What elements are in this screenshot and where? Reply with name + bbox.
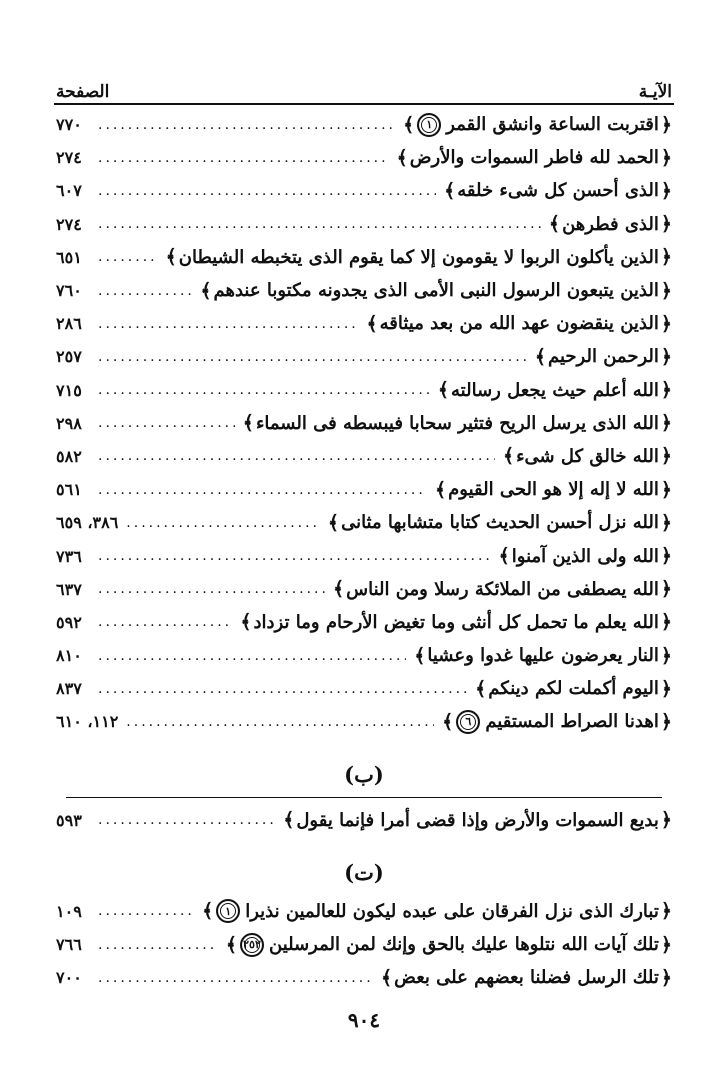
section-ta [56, 895, 672, 995]
verse-text: تلك الرسل فضلنا بعضهم على بعض [394, 967, 659, 989]
verse-text: الله خالق كل شىء [516, 445, 659, 467]
page-reference: ٦٥١ [56, 247, 82, 267]
ornate-bracket-close: ﴾ [437, 379, 450, 402]
ornate-bracket-open: ﴿ [660, 312, 672, 335]
page-reference: ٦٣٧ [56, 579, 82, 599]
ornate-bracket-open: ﴿ [660, 279, 672, 302]
index-entry [56, 307, 672, 340]
page-number: ٩٠٤ [347, 1008, 381, 1032]
verse-column-label: الآيـة [638, 82, 672, 102]
page-reference: ٥٨٢ [56, 446, 82, 466]
verse-text: الذين يتبعون الرسول النبى الأمى الذى يجدونه مكتوبا عندهم [213, 280, 659, 302]
ornate-bracket-close: ﴾ [333, 578, 345, 601]
ornate-bracket-open: ﴿ [660, 644, 672, 667]
dot-leader [98, 283, 192, 299]
ornate-bracket-open: ﴿ [660, 809, 672, 832]
dot-leader [98, 349, 527, 365]
dot-leader [98, 117, 395, 133]
verse-text: اقتربت الساعة وانشق القمر [446, 114, 659, 136]
verse-text: الذى أحسن كل شىء خلقه [457, 180, 659, 202]
index-entry [56, 440, 672, 473]
ornate-bracket-close: ﴾ [396, 146, 408, 169]
section-rule [66, 797, 662, 798]
index-entry [56, 672, 672, 705]
dot-leader [98, 681, 467, 697]
index-entry [56, 705, 672, 738]
dot-leader [126, 515, 320, 531]
index-entry [56, 895, 672, 928]
ornate-bracket-close: ﴾ [548, 213, 561, 236]
ornate-bracket-open: ﴿ [660, 545, 672, 568]
ornate-bracket-close: ﴾ [366, 312, 378, 335]
ornate-bracket-open: ﴿ [660, 445, 672, 468]
verse-text: تبارك الذى نزل الفرقان على عبده ليكون للعالمين نذيرا [245, 900, 659, 922]
ornate-bracket-open: ﴿ [660, 213, 672, 236]
dot-leader [98, 903, 194, 919]
ornate-bracket-close: ﴾ [202, 900, 214, 923]
ornate-bracket-close: ﴾ [165, 246, 177, 269]
dot-leader [98, 316, 358, 332]
page-reference: ٧٠٠ [56, 968, 82, 988]
ornate-bracket-open: ﴿ [660, 966, 672, 989]
dot-leader [98, 216, 541, 232]
dot-leader [98, 448, 495, 464]
ornate-bracket-close: ﴾ [240, 611, 252, 634]
ornate-bracket-open: ﴿ [660, 578, 672, 601]
index-entry [56, 506, 672, 539]
ornate-bracket-close: ﴾ [242, 412, 254, 435]
dot-leader [126, 714, 434, 730]
page-reference: ٨٣٧ [56, 679, 82, 699]
index-entry [56, 473, 672, 506]
verse-text: اليوم أكملت لكم دينكم [488, 678, 659, 700]
page-reference: ٥٦١ [56, 480, 82, 500]
index-entry [56, 141, 672, 174]
dot-leader [98, 581, 325, 597]
verse-text: الله نزل أحسن الحديث كتابا متشابها مثانى [341, 512, 659, 534]
verse-text: الذين ينقضون عهد الله من بعد ميثاقه [379, 313, 659, 335]
verse-text: الذين يأكلون الربوا لا يقومون إلا كما يقوم الذى يتخبطه الشيطان [178, 246, 659, 268]
dot-leader [98, 150, 389, 166]
ornate-bracket-open: ﴿ [660, 677, 672, 700]
page-reference: ٧٦٦ [56, 935, 82, 955]
verse-number-marker: ٢٥٢ [240, 933, 264, 957]
verse-text: الله الذى يرسل الريح فتثير سحابا فيبسطه فى السماء [255, 412, 659, 434]
column-headers [56, 68, 672, 102]
index-entry [56, 961, 672, 994]
page-column-label: الصفحة [56, 82, 110, 102]
ornate-bracket-open: ﴿ [660, 611, 672, 634]
dot-leader [98, 937, 218, 953]
ornate-bracket-close: ﴾ [475, 677, 487, 700]
verse-text: الله أعلم حيث يجعل رسالته [451, 379, 659, 401]
page-reference: ٥٩٣ [56, 810, 82, 830]
ornate-bracket-close: ﴾ [434, 478, 447, 501]
index-entry [56, 274, 672, 307]
ornate-bracket-close: ﴾ [225, 933, 237, 956]
index-entry [56, 407, 672, 440]
index-entry [56, 539, 672, 572]
verse-text: الله لا إله إلا هو الحى القيوم [448, 479, 659, 501]
page-reference: ٧١٥ [56, 380, 82, 400]
dot-leader [98, 249, 158, 265]
verse-text: الله يعلم ما تحمل كل أنثى وما تغيض الأرحام وما تزداد [253, 611, 659, 633]
dot-leader [98, 415, 235, 431]
verse-text: الرحمن الرحيم [547, 346, 659, 368]
ornate-bracket-close: ﴾ [403, 113, 415, 136]
ornate-bracket-open: ﴿ [660, 478, 672, 501]
dot-leader [98, 183, 436, 199]
index-entry [56, 606, 672, 639]
page-reference: ٦٠٧ [56, 181, 82, 201]
dot-leader [98, 482, 427, 498]
index-entry [56, 374, 672, 407]
page-reference: ٨١٠ [56, 646, 82, 666]
index-entry [56, 573, 672, 606]
ornate-bracket-close: ﴾ [502, 445, 515, 468]
page-reference: ٢٨٦ [56, 314, 82, 334]
ornate-bracket-open: ﴿ [660, 710, 672, 733]
verse-text: الله ولى الذين آمنوا [511, 545, 659, 567]
ornate-bracket-close: ﴾ [283, 809, 295, 832]
section-heading-ba: (ب) [344, 761, 384, 787]
ornate-bracket-open: ﴿ [660, 146, 672, 169]
dot-leader [98, 648, 406, 664]
section-ba [56, 804, 672, 837]
index-entry [56, 804, 672, 837]
index-entry [56, 208, 672, 241]
index-entry [56, 340, 672, 373]
verse-text: النار يعرضون عليها غدوا وعشيا [427, 645, 659, 667]
dot-leader [98, 548, 491, 564]
index-entry [56, 241, 672, 274]
verse-text: الله يصطفى من الملائكة رسلا ومن الناس [346, 578, 659, 600]
ornate-bracket-open: ﴿ [660, 345, 672, 368]
index-entry [56, 928, 672, 961]
page-reference: ٣٨٦، ٦٥٩ [56, 513, 119, 533]
verse-number-marker: ٦ [456, 710, 480, 734]
ornate-bracket-open: ﴿ [660, 379, 672, 402]
index-entry [56, 639, 672, 672]
ornate-bracket-open: ﴿ [660, 246, 672, 269]
page-reference: ٢٧٤ [56, 214, 82, 234]
section-heading-ta: (ت) [344, 859, 384, 885]
verse-number-marker: ١ [216, 899, 240, 923]
ornate-bracket-open: ﴿ [660, 511, 672, 534]
index-entry [56, 108, 672, 141]
page-reference: ٥٩٢ [56, 612, 82, 632]
ornate-bracket-open: ﴿ [660, 933, 672, 956]
page-reference: ١١٢، ٦١٠ [56, 712, 119, 732]
dot-leader [98, 970, 373, 986]
verse-text: الذى فطرهن [562, 213, 659, 235]
ornate-bracket-open: ﴿ [660, 113, 672, 136]
verse-text: تلك آيات الله نتلوها عليك بالحق وإنك لمن المرسلين [269, 934, 659, 956]
ornate-bracket-close: ﴾ [442, 710, 454, 733]
dot-leader [98, 614, 232, 630]
page-reference: ٧٧٠ [56, 115, 82, 135]
verse-text: الحمد لله فاطر السموات والأرض [409, 147, 659, 169]
verse-text: اهدنا الصراط المستقيم [485, 711, 659, 733]
ornate-bracket-close: ﴾ [200, 279, 212, 302]
ornate-bracket-open: ﴿ [660, 179, 672, 202]
page-reference: ٧٣٦ [56, 546, 82, 566]
ornate-bracket-close: ﴾ [444, 179, 456, 202]
page-reference: ٢٧٤ [56, 148, 82, 168]
ornate-bracket-close: ﴾ [414, 644, 426, 667]
ornate-bracket-close: ﴾ [498, 545, 510, 568]
header-rule [54, 103, 674, 105]
verse-index [56, 108, 672, 994]
ornate-bracket-open: ﴿ [660, 412, 672, 435]
verse-text: بديع السموات والأرض وإذا قضى أمرا فإنما يقول [296, 809, 659, 831]
dot-leader [98, 382, 430, 398]
page-reference: ٢٩٨ [56, 413, 82, 433]
ornate-bracket-close: ﴾ [327, 511, 340, 534]
page-reference: ١٠٩ [56, 901, 82, 921]
index-entry [56, 174, 672, 207]
section-alif [56, 108, 672, 739]
dot-leader [98, 812, 275, 828]
page-reference: ٢٥٧ [56, 347, 82, 367]
ornate-bracket-close: ﴾ [534, 345, 546, 368]
ornate-bracket-open: ﴿ [660, 900, 672, 923]
verse-number-marker: ١ [417, 113, 441, 137]
page-reference: ٧٦٠ [56, 281, 82, 301]
ornate-bracket-close: ﴾ [381, 966, 393, 989]
